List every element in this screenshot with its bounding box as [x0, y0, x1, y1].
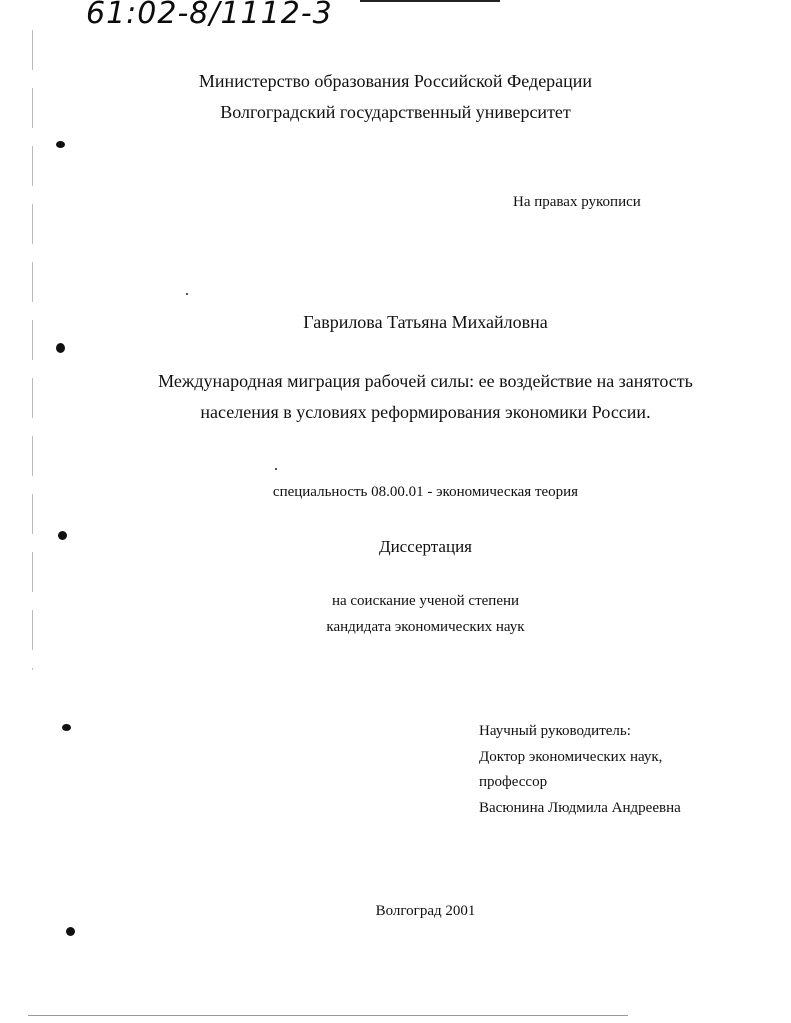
degree-line-2: кандидата экономических наук — [326, 619, 525, 635]
supervisor-degree: Доктор экономических наук, — [479, 749, 663, 765]
thesis-title-line-1: Международная миграция рабочей силы: ее воздействие на занятость — [158, 371, 693, 391]
author-name: Гаврилова Татьяна Михайловна — [303, 312, 548, 332]
supervisor-rank: профессор — [479, 774, 548, 790]
binding-hole-icon — [56, 343, 65, 353]
supervisor-label: Научный руководитель: — [479, 723, 631, 739]
top-rule — [360, 0, 500, 2]
scan-speck — [275, 468, 277, 470]
archive-code-handwritten: 61:02-8/1112-3 — [86, 0, 333, 31]
supervisor-name: Васюнина Людмила Андреевна — [479, 800, 681, 816]
specialty-line: специальность 08.00.01 - экономическая теория — [272, 484, 579, 500]
degree-line-1: на соискание ученой степени — [331, 593, 520, 609]
binding-hole-icon — [66, 927, 75, 936]
ministry-heading: Министерство образования Российской Федерации — [198, 71, 593, 91]
binding-hole-icon — [56, 141, 65, 148]
document-type: Диссертация — [378, 537, 472, 556]
thesis-title-line-2: населения в условиях реформирования экономики России. — [200, 402, 651, 422]
manuscript-rights-note: На правах рукописи — [513, 194, 641, 210]
bottom-rule — [28, 1015, 628, 1016]
university-heading: Волгоградский государственный университет — [220, 102, 571, 122]
binding-hole-icon — [62, 724, 71, 731]
binding-margin-line — [32, 30, 33, 670]
city-year: Волгоград 2001 — [375, 903, 476, 919]
scan-speck — [186, 293, 188, 295]
